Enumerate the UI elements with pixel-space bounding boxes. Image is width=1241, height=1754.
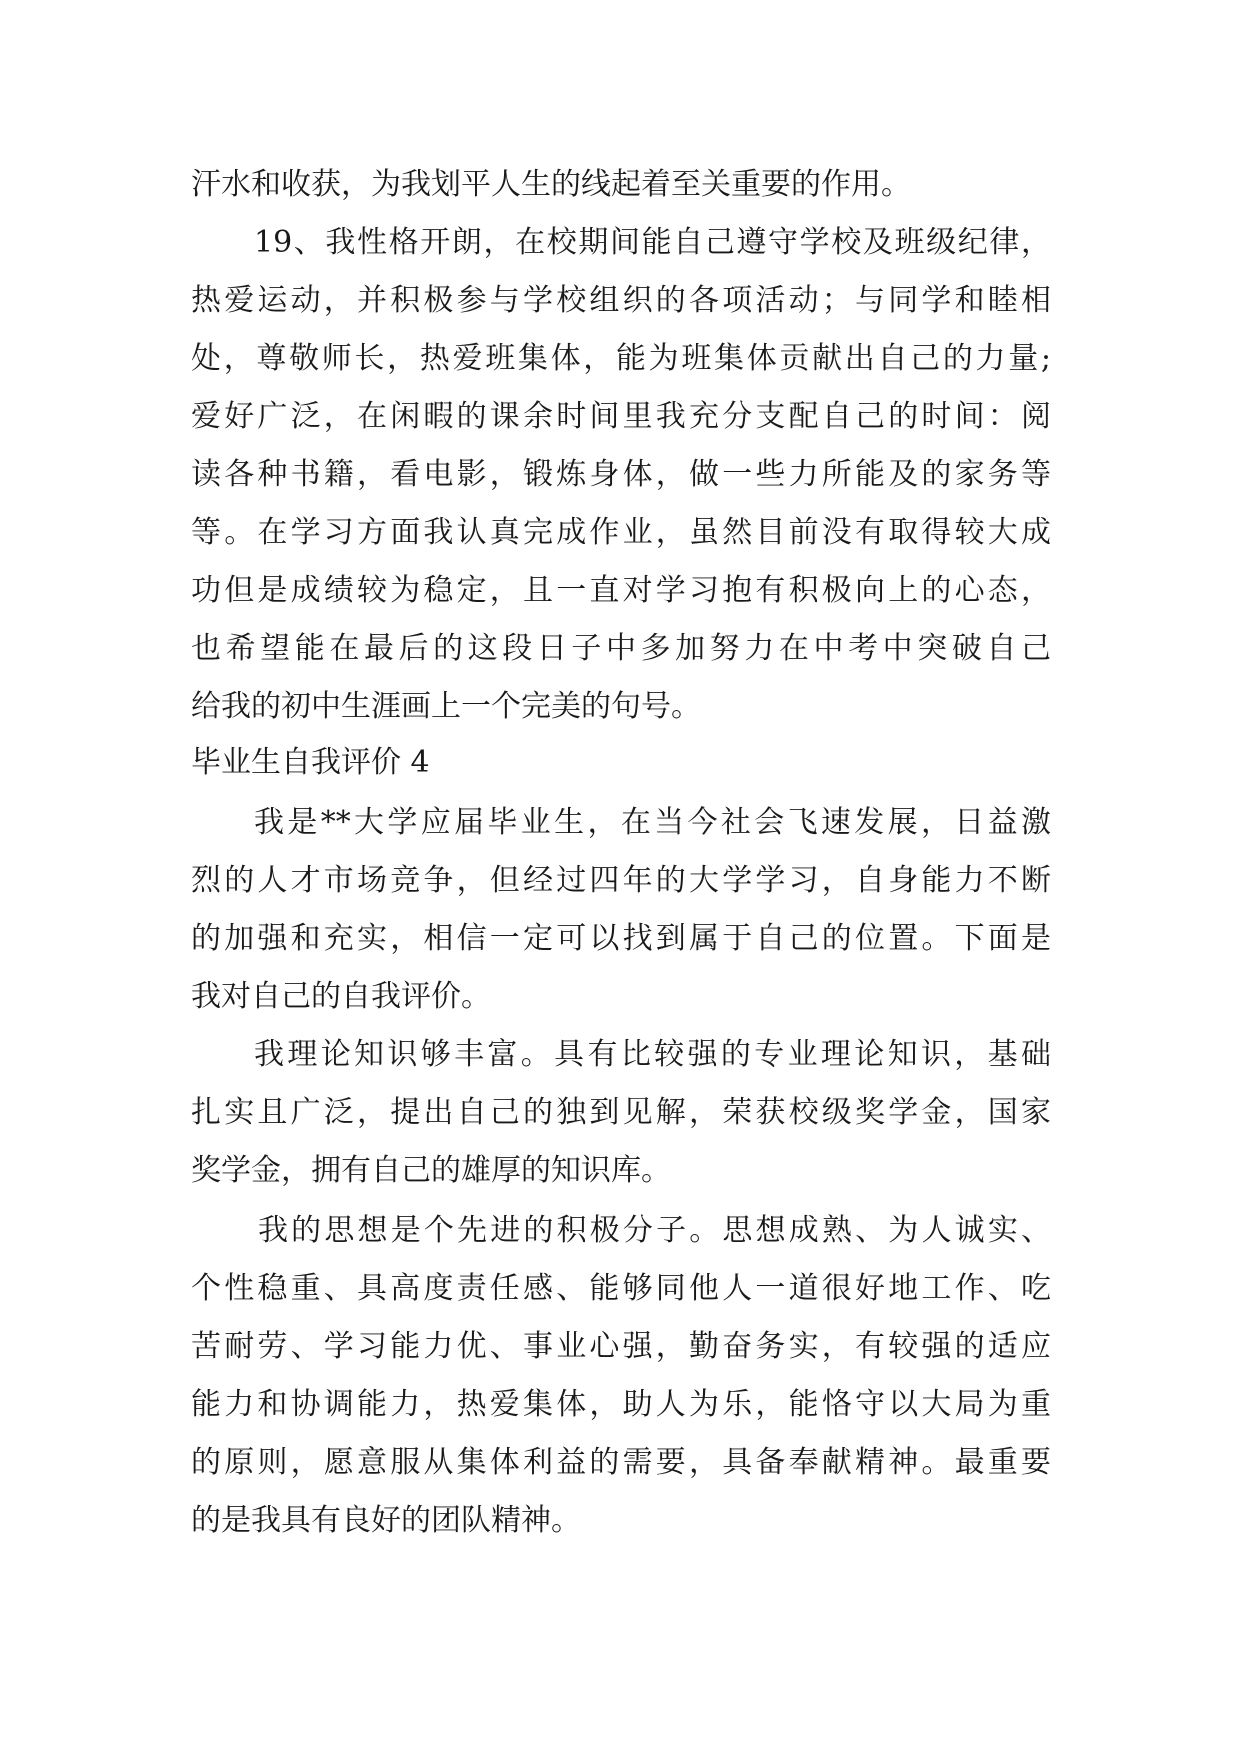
paragraph-line: 给我的初中生涯画上一个完美的句号。 [191,689,701,724]
paragraph-line: 功但是成绩较为稳定，且一直对学习抱有积极向上的心态， [191,573,1051,608]
paragraph-line: 我对自己的自我评价。 [191,979,491,1014]
paragraph-line: 19、我性格开朗，在校期间能自己遵守学校及班级纪律， [254,225,1051,260]
paragraph-line: 读各种书籍，看电影，锻炼身体，做一些力所能及的家务等 [191,457,1051,492]
paragraph-line: 扎实且广泛，提出自己的独到见解，荣获校级奖学金，国家 [191,1095,1051,1130]
paragraph-line: 的是我具有良好的团队精神。 [191,1503,581,1538]
paragraph-line: 我是**大学应届毕业生，在当今社会飞速发展，日益激 [254,805,1051,840]
paragraph-line: 的原则，愿意服从集体利益的需要，具备奉献精神。最重要 [191,1445,1051,1480]
paragraph-line: 的加强和充实，相信一定可以找到属于自己的位置。下面是 [191,921,1051,956]
paragraph-line: 我理论知识够丰富。具有比较强的专业理论知识，基础 [254,1037,1051,1072]
paragraph-line: 处，尊敬师长，热爱班集体，能为班集体贡献出自己的力量; [191,341,1051,376]
paragraph-line: 个性稳重、具高度责任感、能够同他人一道很好地工作、吃 [191,1271,1051,1306]
paragraph-line: 爱好广泛，在闲暇的课余时间里我充分支配自己的时间：阅 [191,399,1051,434]
paragraph-line: 我的思想是个先进的积极分子。思想成熟、为人诚实、 [258,1213,1051,1248]
paragraph-line: 苦耐劳、学习能力优、事业心强，勤奋务实，有较强的适应 [191,1329,1051,1364]
paragraph-line: 能力和协调能力，热爱集体，助人为乐，能恪守以大局为重 [191,1387,1051,1422]
paragraph-line: 热爱运动，并积极参与学校组织的各项活动；与同学和睦相 [191,283,1051,318]
paragraph-line: 奖学金，拥有自己的雄厚的知识库。 [191,1153,671,1188]
paragraph-line: 烈的人才市场竞争，但经过四年的大学学习，自身能力不断 [191,863,1051,898]
paragraph-line: 也希望能在最后的这段日子中多加努力在中考中突破自己 [191,631,1051,666]
section-heading: 毕业生自我评价 4 [191,745,430,780]
paragraph-line: 等。在学习方面我认真完成作业，虽然目前没有取得较大成 [191,515,1051,550]
paragraph-line: 汗水和收获，为我划平人生的线起着至关重要的作用。 [191,167,911,202]
